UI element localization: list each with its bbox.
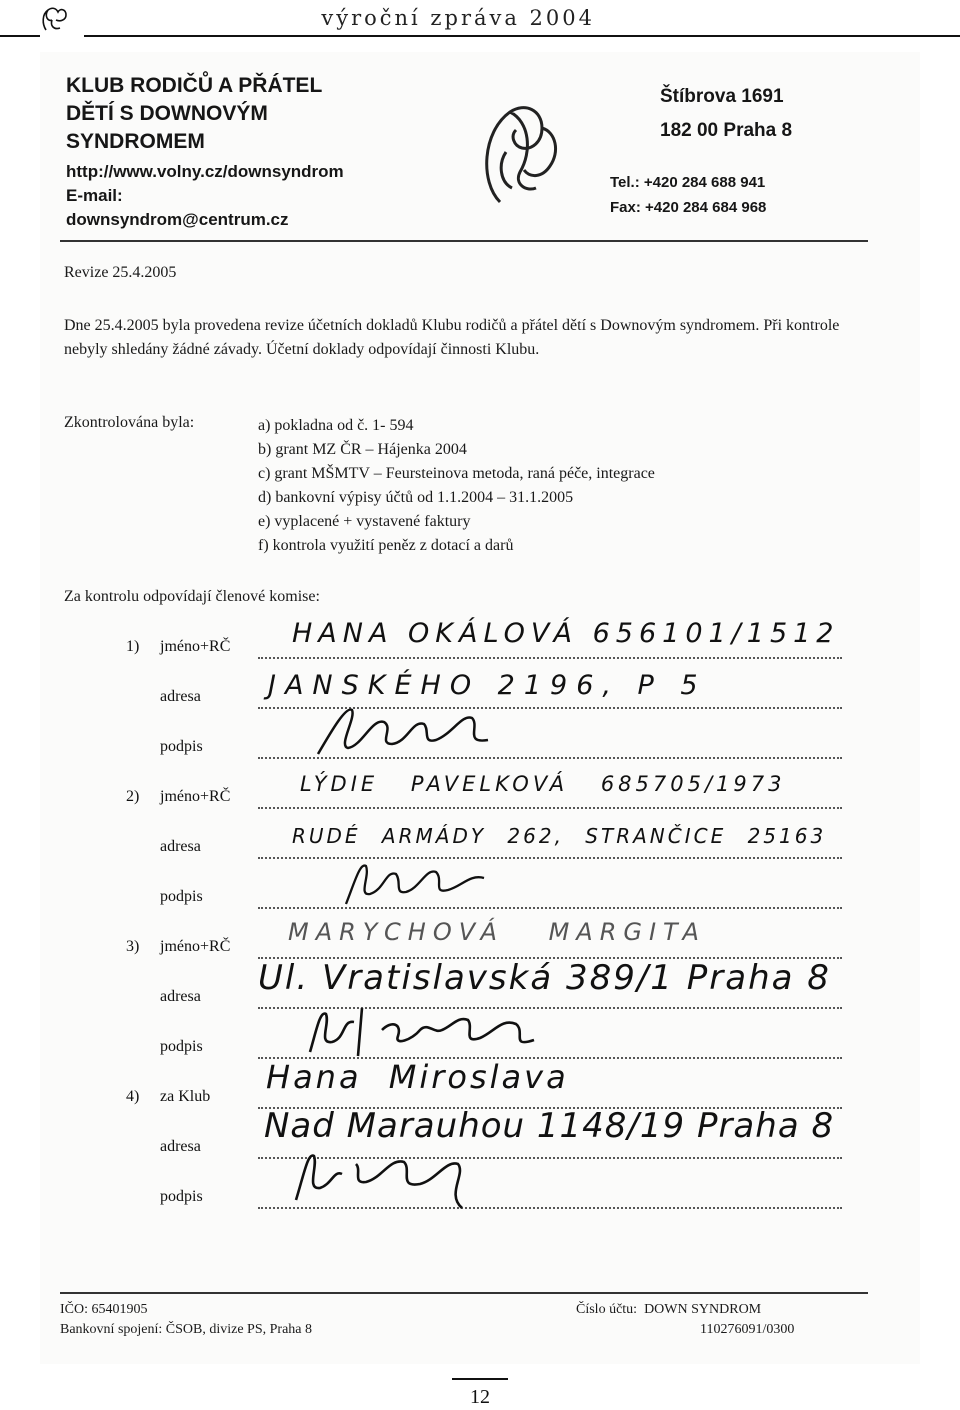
telephone: Tel.: +420 284 688 941 bbox=[610, 174, 766, 191]
org-name-line-2: DĚTÍ S DOWNOVÝM bbox=[66, 102, 268, 125]
member-3-name-handwritten: MARYCHOVÁ MARGITA bbox=[288, 918, 706, 946]
header-rule-gap bbox=[40, 33, 84, 39]
name-label: za Klub bbox=[160, 1088, 211, 1105]
street: Štíbrova 1691 bbox=[660, 86, 784, 107]
scanned-letter bbox=[40, 52, 920, 1364]
member-number: 1) bbox=[126, 638, 140, 655]
signature-label: podpis bbox=[160, 1038, 203, 1055]
city: 182 00 Praha 8 bbox=[660, 120, 793, 141]
account-label: Číslo účtu: bbox=[576, 1302, 638, 1317]
member-3-address-handwritten: Ul. Vratislavská 389/1 Praha 8 bbox=[258, 958, 831, 998]
mother-child-logo-icon bbox=[38, 4, 70, 34]
page-number-rule bbox=[452, 1378, 508, 1380]
member-2-address-handwritten: RUDÉ ARMÁDY 262, STRANČICE 25163 bbox=[292, 824, 827, 848]
phone-fax bbox=[610, 170, 766, 220]
page-number: 12 bbox=[470, 1386, 490, 1408]
member-number: 4) bbox=[126, 1088, 140, 1105]
signature-label: podpis bbox=[160, 1188, 203, 1205]
footer-rule bbox=[60, 1292, 868, 1294]
web-address: http://www.volny.cz/downsyndrom bbox=[66, 162, 344, 181]
letterhead-rule bbox=[60, 240, 868, 242]
member-number: 2) bbox=[126, 788, 140, 805]
address-label: adresa bbox=[160, 1138, 201, 1155]
signature-label: podpis bbox=[160, 738, 203, 755]
contact-block bbox=[66, 160, 344, 232]
report-title: výroční zpráva 2004 bbox=[321, 6, 595, 30]
email-address: downsyndrom@centrum.cz bbox=[66, 210, 289, 229]
checked-label: Zkontrolována byla: bbox=[64, 414, 195, 431]
checked-item: f) kontrola využití peněz z dotací a darů bbox=[258, 537, 514, 554]
footer-right bbox=[576, 1300, 794, 1340]
member-1-name-handwritten: HANA OKÁLOVÁ 656101/1512 bbox=[292, 618, 840, 649]
revision-paragraph: Dne 25.4.2005 byla provedena revize účetních dokladů Klubu rodičů a přátel dětí s Downovým syndromem. Při kontrole nebyly shledány žádné závady. Účetní doklady odpovídají činnosti Klubu. bbox=[64, 317, 840, 358]
signature-label: podpis bbox=[160, 888, 203, 905]
fill-line bbox=[258, 807, 842, 809]
member-2-name-handwritten: LÝDIE PAVELKOVÁ 685705/1973 bbox=[300, 772, 786, 796]
address-label: adresa bbox=[160, 688, 201, 705]
fax: Fax: +420 284 684 968 bbox=[610, 199, 767, 216]
member-1-address-handwritten: JANSKÉHO 2196, P 5 bbox=[268, 670, 707, 701]
org-name-line-1: KLUB RODIČŮ A PŘÁTEL bbox=[66, 74, 323, 97]
postal-address bbox=[660, 80, 792, 148]
checked-item: a) pokladna od č. 1- 594 bbox=[258, 417, 414, 434]
account-name: DOWN SYNDROM bbox=[644, 1302, 762, 1317]
club-logo-icon bbox=[470, 92, 570, 212]
account-line bbox=[576, 1300, 794, 1320]
name-label: jméno+RČ bbox=[160, 938, 231, 955]
checked-item: d) bankovní výpisy účtů od 1.1.2004 – 31.1.2005 bbox=[258, 489, 574, 506]
name-label: jméno+RČ bbox=[160, 788, 231, 805]
footer-left bbox=[60, 1300, 312, 1340]
member-number: 3) bbox=[126, 938, 140, 955]
header-rule bbox=[0, 35, 960, 37]
address-label: adresa bbox=[160, 838, 201, 855]
fill-line bbox=[258, 657, 842, 659]
ico: IČO: 65401905 bbox=[60, 1302, 148, 1317]
checked-item: b) grant MZ ČR – Hájenka 2004 bbox=[258, 441, 467, 458]
organization-name bbox=[66, 72, 322, 156]
checked-list bbox=[258, 414, 655, 558]
member-1-signature bbox=[312, 700, 492, 760]
member-4-signature bbox=[286, 1144, 486, 1214]
address-label: adresa bbox=[160, 988, 201, 1005]
committee-label: Za kontrolu odpovídají členové komise: bbox=[64, 588, 320, 605]
bank-connection: Bankovní spojení: ČSOB, divize PS, Praha 8 bbox=[60, 1322, 312, 1337]
name-label: jméno+RČ bbox=[160, 638, 231, 655]
member-4-name-handwritten: Hana Miroslava bbox=[266, 1058, 569, 1096]
account-number: 110276091/0300 bbox=[700, 1322, 795, 1337]
member-4-address-handwritten: Nad Marauhou 1148/19 Praha 8 bbox=[264, 1106, 835, 1146]
member-2-signature bbox=[340, 854, 490, 910]
checked-item: e) vyplacené + vystavené faktury bbox=[258, 513, 471, 530]
member-3-signature bbox=[302, 1000, 582, 1060]
revision-title: Revize 25.4.2005 bbox=[64, 264, 177, 281]
email-label: E-mail: bbox=[66, 186, 123, 205]
checked-item: c) grant MŠMTV – Feursteinova metoda, raná péče, integrace bbox=[258, 465, 655, 482]
org-name-line-3: SYNDROMEM bbox=[66, 130, 205, 153]
